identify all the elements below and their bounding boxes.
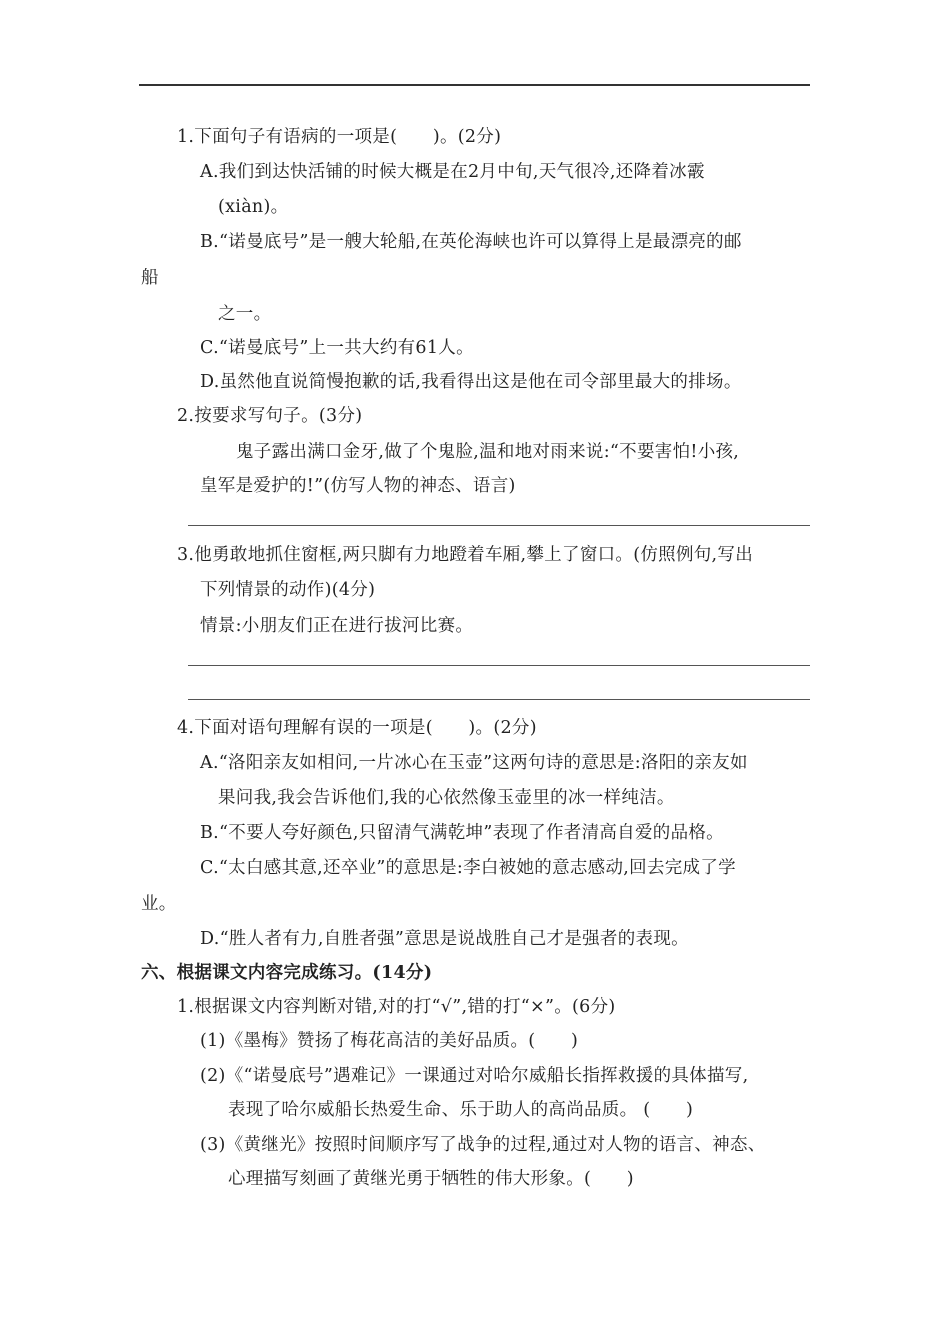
q1-option-b-cont: 之一。 [218,304,272,324]
q1-option-d: D.虽然他直说简慢抱歉的话,我看得出这是他在司令部里最大的排场。 [200,372,742,392]
section6-title: 六、根据课文内容完成练习。(14分) [141,963,433,983]
q3-scene: 情景:小朋友们正在进行拔河比赛。 [200,616,474,636]
section6-item-1: (1)《墨梅》赞扬了梅花高洁的美好品质。( ) [200,1031,579,1051]
section6-item-2: (2)《“诺曼底号”遇难记》一课通过对哈尔威船长指挥救援的具体描写, [200,1066,749,1086]
q2-sentence: 鬼子露出满口金牙,做了个鬼脸,温和地对雨来说:“不要害怕!小孩, [236,442,740,462]
q3-answer-line-2[interactable] [188,699,810,700]
q4-option-b: B.“不要人夸好颜色,只留清气满乾坤”表现了作者清高自爱的品格。 [200,823,724,843]
section6-item-3: (3)《黄继光》按照时间顺序写了战争的过程,通过对人物的语言、神态、 [200,1135,766,1155]
q4-option-c-wrap: 业。 [141,894,177,914]
section6-item-3-cont: 心理描写刻画了黄继光勇于牺牲的伟大形象。( ) [228,1169,634,1189]
section6-q1-stem: 1.根据课文内容判断对错,对的打“√”,错的打“×”。(6分) [177,997,616,1017]
q4-option-a-cont: 果问我,我会告诉他们,我的心依然像玉壶里的冰一样纯洁。 [218,788,675,808]
q1-stem: 1.下面句子有语病的一项是( )。(2分) [177,127,502,147]
q4-option-c: C.“太白感其意,还卒业”的意思是:李白被她的意志感动,回去完成了学 [200,858,736,878]
q2-sentence-cont: 皇军是爱护的!”(仿写人物的神态、语言) [200,476,516,496]
header-rule [139,84,810,86]
q1-option-b-wrap: 船 [141,268,159,288]
q2-answer-line[interactable] [188,525,810,526]
q4-option-d: D.“胜人者有力,自胜者强”意思是说战胜自己才是强者的表现。 [200,929,689,949]
q1-option-b: B.“诺曼底号”是一艘大轮船,在英伦海峡也许可以算得上是最漂亮的邮 [200,232,742,252]
q3-stem-cont: 下列情景的动作)(4分) [200,580,376,600]
q1-option-a-cont: (xiàn)。 [218,197,289,217]
section6-item-2-cont: 表现了哈尔威船长热爱生命、乐于助人的高尚品质。 ( ) [228,1100,694,1120]
q3-answer-line-1[interactable] [188,665,810,666]
q4-stem: 4.下面对语句理解有误的一项是( )。(2分) [177,718,537,738]
q3-stem: 3.他勇敢地抓住窗框,两只脚有力地蹬着车厢,攀上了窗口。(仿照例句,写出 [177,545,754,565]
q1-option-a: A.我们到达快活铺的时候大概是在2月中旬,天气很冷,还降着冰霰 [200,162,705,182]
q2-stem: 2.按要求写句子。(3分) [177,406,363,426]
q1-option-c: C.“诺曼底号”上一共大约有61人。 [200,338,474,358]
q4-option-a: A.“洛阳亲友如相问,一片冰心在玉壶”这两句诗的意思是:洛阳的亲友如 [200,753,748,773]
